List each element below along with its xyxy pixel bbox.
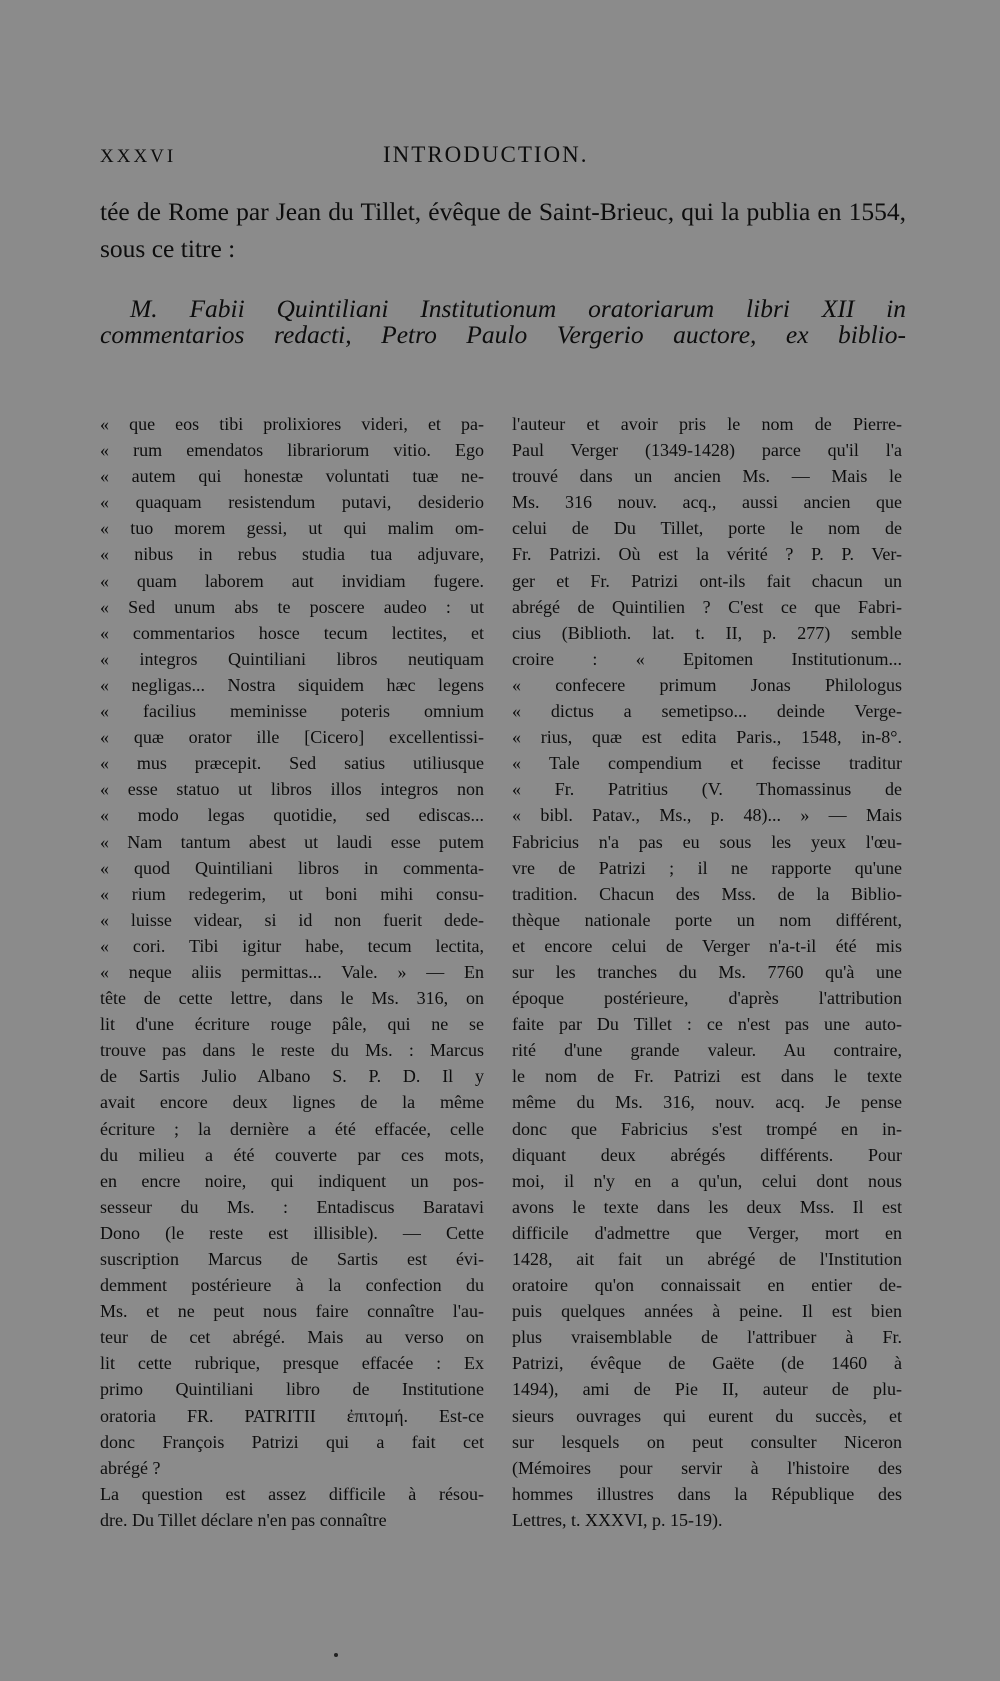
- text-line: Ms. 316 nouv. acq., aussi ancien que: [512, 492, 902, 513]
- text-line: Dono (le reste est illisible). — Cette: [100, 1222, 484, 1243]
- text-line: Fr. Patrizi. Où est la vérité ? P. P. Ver-: [512, 544, 902, 565]
- text-line: difficile d'admettre que Verger, mort en: [512, 1222, 902, 1243]
- text-line: « quod Quintiliani libros in commenta-: [100, 857, 484, 878]
- text-line: avons le texte dans les deux Mss. Il est: [512, 1196, 902, 1217]
- title-line: M. Fabii Quintiliani Institutionum oratoriarum libri XII in: [130, 294, 906, 323]
- text-line: lit cette rubrique, presque effacée : Ex: [100, 1353, 484, 1374]
- text-line: Patrizi, évêque de Gaëte (de 1460 à: [512, 1353, 902, 1374]
- title-line: commentarios redacti, Petro Paulo Vergerio auctore, ex biblio-: [100, 320, 906, 350]
- text-line: même du Ms. 316, nouv. acq. Je pense: [512, 1092, 902, 1113]
- text-line: dre. Du Tillet déclare n'en pas connaître: [100, 1509, 387, 1530]
- running-head: INTRODUCTION.: [383, 142, 589, 167]
- text-line: « esse statuo ut libros illos integros non: [100, 779, 484, 800]
- left-column: [100, 411, 484, 1533]
- text-line: primo Quintiliani libro de Institutione: [100, 1379, 484, 1400]
- text-line: « mus præcepit. Sed satius utiliusque: [100, 753, 484, 774]
- text-line: hommes illustres dans la République des: [512, 1483, 902, 1504]
- text-line: suscription Marcus de Sartis est évi-: [100, 1249, 484, 1269]
- text-line: Ms. et ne peut nous faire connaître l'au-: [100, 1301, 484, 1322]
- text-line: sur les tranches du Ms. 7760 qu'à une: [512, 961, 902, 982]
- text-line: diquant deux abrégés différents. Pour: [512, 1144, 902, 1165]
- text-line: le nom de Fr. Patrizi est dans le texte: [512, 1066, 902, 1087]
- text-line: vre de Patrizi ; il ne rapporte qu'une: [512, 857, 902, 878]
- text-line: « Nam tantum abest ut laudi esse putem: [100, 831, 484, 852]
- text-line: lit d'une écriture rouge pâle, qui ne se: [100, 1014, 484, 1035]
- text-line: plus vraisemblable de l'attribuer à Fr.: [512, 1327, 902, 1348]
- text-line: « rius, quæ est edita Paris., 1548, in-8°.: [512, 727, 902, 748]
- text-line: (Mémoires pour servir à l'histoire des: [512, 1457, 902, 1478]
- text-line: 1428, ait fait un abrégé de l'Institution: [512, 1249, 902, 1269]
- text-line: « quaquam resistendum putavi, desiderio: [100, 492, 484, 513]
- text-line: donc que Fabricius s'est trompé en in-: [512, 1118, 902, 1139]
- text-line: sesseur du Ms. : Entadiscus Baratavi: [100, 1196, 484, 1217]
- text-line: cius (Biblioth. lat. t. II, p. 277) semble: [512, 622, 902, 643]
- text-line: de Sartis Julio Albano S. P. D. Il y: [100, 1066, 484, 1087]
- text-line: « dictus a semetipso... deinde Verge-: [512, 701, 902, 722]
- text-line: écriture ; la dernière a été effacée, celle: [100, 1118, 484, 1139]
- text-line: et encore celui de Verger n'a-t-il été mis: [512, 935, 902, 956]
- text-line: rité d'une grande valeur. Au contraire,: [512, 1040, 902, 1061]
- text-line: sur lesquels on peut consulter Niceron: [512, 1431, 902, 1452]
- text-line: « quam laborem aut invidiam fugere.: [100, 570, 484, 591]
- text-line: ger et Fr. Patrizi ont-ils fait chacun un: [512, 570, 902, 591]
- text-line: Fabricius n'a pas eu sous les yeux l'œu-: [512, 831, 902, 852]
- text-line: abrégé de Quintilien ? C'est ce que Fabri-: [512, 596, 902, 617]
- text-line: « modo legas quotidie, sed ediscas...: [100, 805, 484, 826]
- text-line: « quæ orator ille [Cicero] excellentissi-: [100, 727, 484, 748]
- text-line: en encre noire, qui indiquent un pos-: [100, 1170, 484, 1191]
- text-line: « tuo morem gessi, ut qui malim om-: [100, 518, 484, 539]
- text-line: teur de cet abrégé. Mais au verso on: [100, 1327, 484, 1348]
- text-line: « bibl. Patav., Ms., p. 48)... » — Mais: [512, 805, 902, 826]
- footer-mark: [334, 1653, 338, 1657]
- text-line: trouve pas dans le reste du Ms. : Marcus: [100, 1040, 484, 1061]
- text-line: époque postérieure, d'après l'attribution: [512, 988, 902, 1009]
- intro-paragraph: tée de Rome par Jean du Tillet, évêque de Saint-Brieuc, qui la publia en 1554, sous ce titre :: [100, 197, 906, 263]
- text-line: « Tale compendium et fecisse traditur: [512, 753, 902, 774]
- text-line: donc François Patrizi qui a fait cet: [100, 1431, 484, 1452]
- text-line: thèque nationale porte un nom différent,: [512, 909, 902, 930]
- text-line: « rium redegerim, ut boni mihi consu-: [100, 883, 484, 904]
- text-line: « negligas... Nostra siquidem hæc legens: [100, 674, 484, 695]
- text-line: trouvé dans un ancien Ms. — Mais le: [512, 466, 902, 487]
- text-line: « neque aliis permittas... Vale. » — En: [100, 961, 484, 982]
- text-line: « que eos tibi prolixiores videri, et pa-: [100, 414, 484, 434]
- text-line: celui de Du Tillet, porte le nom de: [512, 518, 902, 539]
- text-line: La question est assez difficile à résou-: [100, 1483, 484, 1504]
- text-line: abrégé ?: [100, 1457, 161, 1478]
- text-line: avait encore deux lignes de la même: [100, 1092, 484, 1113]
- text-line: puis quelques années à peine. Il est bien: [512, 1301, 902, 1322]
- text-line: « autem qui honestæ voluntati tuæ ne-: [100, 466, 484, 487]
- page-number: XXXVI: [100, 146, 177, 167]
- text-line: demment postérieure à la confection du: [100, 1275, 484, 1296]
- text-line: du milieu a été couverte par ces mots,: [100, 1144, 484, 1165]
- text-line: « nibus in rebus studia tua adjuvare,: [100, 544, 484, 565]
- text-line: tête de cette lettre, dans le Ms. 316, on: [100, 988, 484, 1009]
- text-line: 1494), ami de Pie II, auteur de plu-: [512, 1379, 902, 1400]
- text-line: « luisse videar, si id non fuerit dede-: [100, 909, 484, 930]
- text-line: « cori. Tibi igitur habe, tecum lectita,: [100, 935, 484, 956]
- text-line: sieurs ouvrages qui eurent du succès, et: [512, 1405, 902, 1426]
- text-line: « facilius meminisse poteris omnium: [100, 701, 484, 722]
- text-line: oratoria FR. PATRITII ἐπιτομή. Est-ce: [100, 1405, 484, 1426]
- text-line: moi, il n'y en a qu'un, celui dont nous: [512, 1170, 902, 1191]
- text-line: « commentarios hosce tecum lectites, et: [100, 622, 484, 643]
- page-header: [100, 142, 905, 172]
- text-line: « rum emendatos librariorum vitio. Ego: [100, 440, 484, 461]
- text-line: croire : « Epitomen Institutionum...: [512, 648, 902, 669]
- text-line: oratoire qu'on connaissait en entier de-: [512, 1275, 902, 1296]
- text-line: « integros Quintiliani libros neutiquam: [100, 648, 484, 669]
- text-line: l'auteur et avoir pris le nom de Pierre-: [512, 414, 902, 434]
- text-line: Lettres, t. XXXVI, p. 15-19).: [512, 1509, 723, 1530]
- right-column: [512, 411, 902, 1533]
- text-line: Paul Verger (1349-1428) parce qu'il l'a: [512, 440, 902, 461]
- text-line: « Fr. Patritius (V. Thomassinus de: [512, 779, 902, 800]
- book-title: [100, 290, 906, 350]
- text-line: « Sed unum abs te poscere audeo : ut: [100, 596, 484, 617]
- text-line: faite par Du Tillet : ce n'est pas une auto-: [512, 1014, 902, 1035]
- text-line: tradition. Chacun des Mss. de la Biblio-: [512, 883, 902, 904]
- text-line: « confecere primum Jonas Philologus: [512, 674, 902, 695]
